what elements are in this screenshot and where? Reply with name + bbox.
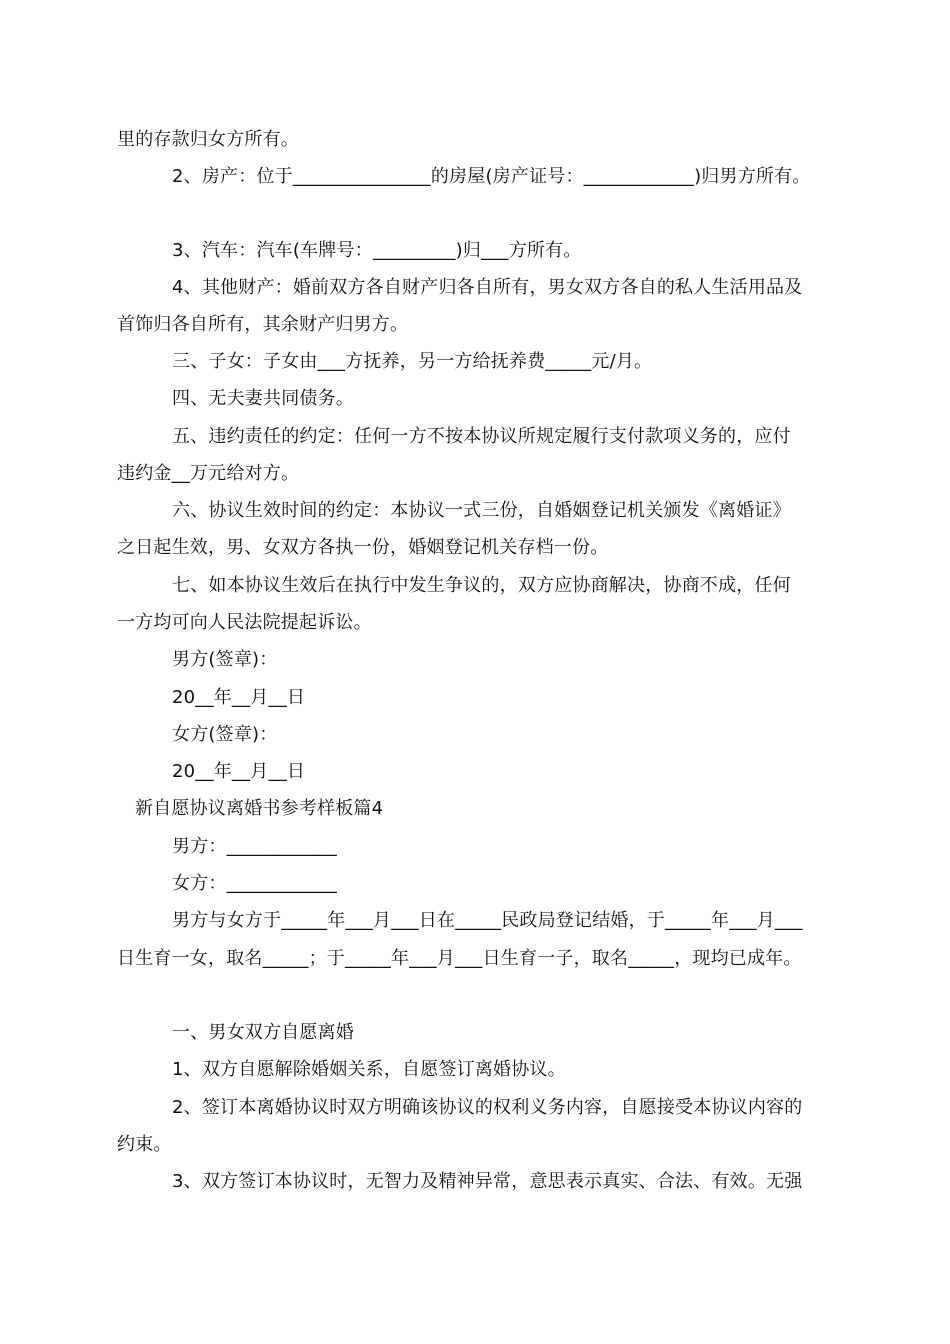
signature-label: 女方(签章)：: [172, 724, 278, 745]
text-line: 一方均可向人民法院提起诉讼。: [117, 612, 372, 633]
text-line: 男方：____________: [172, 836, 337, 857]
text-line: 女方：____________: [172, 873, 337, 894]
text-line: 里的存款归女方所有。: [117, 129, 299, 150]
text-line: 1、双方自愿解除婚姻关系，自愿签订离婚协议。: [172, 1059, 566, 1080]
text-line: 日生育一女，取名_____；于_____年___月___日生育一子，取名_____，现均已成年。: [117, 948, 802, 969]
text-line: 五、违约责任的约定：任何一方不按本协议所规定履行支付款项义务的，应付: [172, 426, 791, 447]
text-line: 男方与女方于_____年___月___日在_____民政局登记结婚，于_____年___月___: [172, 910, 803, 931]
text-line: 三、子女：子女由___方抚养，另一方给抚养费_____元/月。: [172, 351, 653, 372]
text-line: 七、如本协议生效后在执行中发生争议的，双方应协商解决，协商不成，任何: [172, 575, 791, 596]
text-line: 3、汽车：汽车(车牌号：_________)归___方所有。: [172, 240, 582, 261]
text-line: 3、双方签订本协议时，无智力及精神异常，意思表示真实、合法、有效。无强: [172, 1171, 803, 1192]
text-line: 4、其他财产：婚前双方各自财产归各自所有，男女双方各自的私人生活用品及: [172, 277, 803, 298]
text-line: 一、男女双方自愿离婚: [172, 1022, 354, 1043]
text-line: 四、无夫妻共同债务。: [172, 388, 354, 409]
date-line: 20__年__月__日: [172, 761, 306, 782]
text-line: 2、房产：位于_______________的房屋(房产证号：____________)归男方所有。: [172, 166, 811, 187]
date-line: 20__年__月__日: [172, 687, 306, 708]
text-line: 六、协议生效时间的约定：本协议一式三份，自婚姻登记机关颁发《离婚证》: [172, 500, 791, 521]
text-line: 约束。: [117, 1134, 172, 1155]
text-line: 2、签订本离婚协议时双方明确该协议的权利义务内容，自愿接受本协议内容的: [172, 1097, 803, 1118]
signature-label: 男方(签章)：: [172, 649, 278, 670]
section-title: 新自愿协议离婚书参考样板篇4: [135, 798, 384, 819]
text-line: 首饰归各自所有，其余财产归男方。: [117, 314, 409, 335]
text-line: 之日起生效，男、女双方各执一份，婚姻登记机关存档一份。: [117, 537, 609, 558]
text-line: 违约金__万元给对方。: [117, 463, 300, 484]
